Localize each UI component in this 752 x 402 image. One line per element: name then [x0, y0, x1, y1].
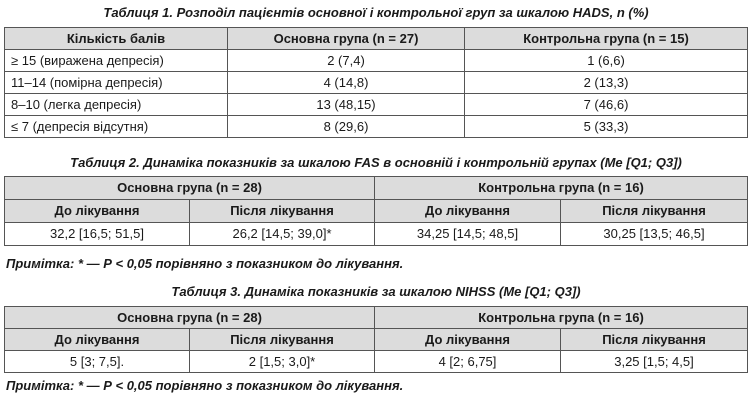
main-group-value: 2 (7,4)	[228, 50, 465, 72]
row-label: 11–14 (помірна депресія)	[5, 72, 228, 94]
header-after-treatment: Після лікування	[190, 200, 375, 223]
row-label: ≤ 7 (депресія відсутня)	[5, 116, 228, 138]
header-after-treatment: Після лікування	[561, 200, 748, 223]
table-row	[5, 351, 748, 373]
table3-title: Таблиця 3. Динаміка показників за шкалою NIHSS (Me [Q1; Q3])	[171, 284, 581, 299]
table-row	[5, 50, 748, 72]
control-group-value: 2 (13,3)	[465, 72, 748, 94]
table-subheader-row	[5, 200, 748, 223]
main-before-value: 5 [3; 7,5].	[5, 351, 190, 373]
control-after-value: 30,25 [13,5; 46,5]	[561, 223, 748, 246]
header-control-group: Контрольна група (n = 15)	[465, 28, 748, 50]
table-subheader-row	[5, 329, 748, 351]
table1-hads-distribution	[4, 27, 748, 138]
table-group-header-row	[5, 307, 748, 329]
row-label: 8–10 (легка депресія)	[5, 94, 228, 116]
header-control-group: Контрольна група (n = 16)	[375, 177, 748, 200]
header-before-treatment: До лікування	[375, 329, 561, 351]
main-before-value: 32,2 [16,5; 51,5]	[5, 223, 190, 246]
control-before-value: 4 [2; 6,75]	[375, 351, 561, 373]
header-after-treatment: Після лікування	[190, 329, 375, 351]
header-after-treatment: Після лікування	[561, 329, 748, 351]
table-row	[5, 72, 748, 94]
table2-title: Таблиця 2. Динаміка показників за шкалою FAS в основній і контрольній групах (Me [Q1; Q3])	[70, 155, 682, 170]
header-main-group: Основна група (n = 28)	[5, 307, 375, 329]
table2-note: Примітка: * — Р < 0,05 порівняно з показником до лікування.	[6, 256, 404, 271]
control-before-value: 34,25 [14,5; 48,5]	[375, 223, 561, 246]
control-group-value: 7 (46,6)	[465, 94, 748, 116]
main-after-value: 2 [1,5; 3,0]*	[190, 351, 375, 373]
header-main-group: Основна група (n = 27)	[228, 28, 465, 50]
table3-note: Примітка: * — Р < 0,05 порівняно з показником до лікування.	[6, 378, 404, 393]
header-before-treatment: До лікування	[5, 329, 190, 351]
table-header-row	[5, 28, 748, 50]
control-group-value: 5 (33,3)	[465, 116, 748, 138]
control-group-value: 1 (6,6)	[465, 50, 748, 72]
header-score-count: Кількість балів	[5, 28, 228, 50]
main-after-value: 26,2 [14,5; 39,0]*	[190, 223, 375, 246]
main-group-value: 8 (29,6)	[228, 116, 465, 138]
control-after-value: 3,25 [1,5; 4,5]	[561, 351, 748, 373]
table3-nihss-dynamics	[4, 306, 748, 373]
header-control-group: Контрольна група (n = 16)	[375, 307, 748, 329]
row-label: ≥ 15 (виражена депресія)	[5, 50, 228, 72]
table-group-header-row	[5, 177, 748, 200]
main-group-value: 4 (14,8)	[228, 72, 465, 94]
table-row	[5, 116, 748, 138]
table2-fas-dynamics	[4, 176, 748, 246]
main-group-value: 13 (48,15)	[228, 94, 465, 116]
header-before-treatment: До лікування	[375, 200, 561, 223]
table-row	[5, 223, 748, 246]
table1-title: Таблиця 1. Розподіл пацієнтів основної і контрольної груп за шкалою HADS, n (%)	[103, 5, 649, 20]
header-before-treatment: До лікування	[5, 200, 190, 223]
header-main-group: Основна група (n = 28)	[5, 177, 375, 200]
table-row	[5, 94, 748, 116]
